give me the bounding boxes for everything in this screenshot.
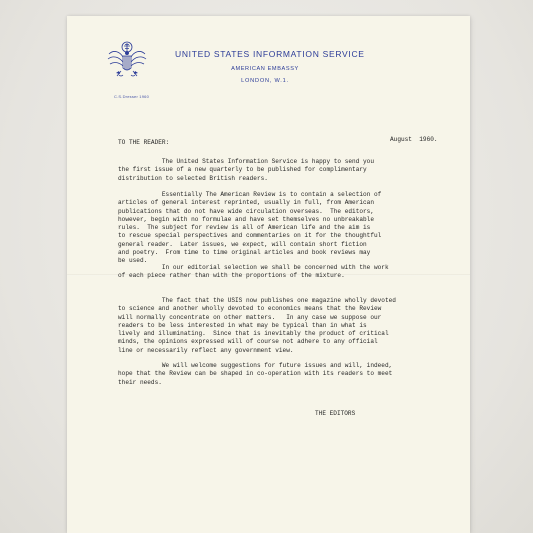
organization-name: UNITED STATES INFORMATION SERVICE <box>175 49 365 59</box>
greeting: TO THE READER: <box>118 139 170 146</box>
letter-date: August 1960. <box>390 136 438 143</box>
city-address: LONDON, W.1. <box>241 78 289 84</box>
paragraph-scope: The fact that the USIS now publishes one magazine wholly devoted to science and another wholly devoted to economics means that the Review will normally concentrate on other matters. In any case we suppose our readers to be less interested in what may be typical than in what is lively and illuminating. Since that is inevitably the product of critical minds, the opinions expressed will of course not adhere to any official line or necessarily reflect any government view. <box>118 297 396 354</box>
paragraph-selection: In our editorial selection we shall be concerned with the work of each piece rather than with the proportions of the mixture. <box>118 264 389 280</box>
paragraph-suggestions: We will welcome suggestions for future issues and will, indeed, hope that the Review can be shaped in co-operation with its readers to meet their needs. <box>118 362 393 386</box>
printer-mark: C.S.Dresser 1960 <box>114 94 149 99</box>
letter-sheet <box>67 16 470 533</box>
great-seal-eagle-icon <box>105 38 149 82</box>
signature: THE EDITORS <box>315 410 356 417</box>
paragraph-intro: The United States Information Service is happy to send you the first issue of a new quarterly to be published for complimentary distribution to selected British readers. <box>118 158 374 182</box>
paragraph-content: Essentially The American Review is to contain a selection of articles of general interest reprinted, usually in full, from American publications that do not have wide circulation overseas. The editors, however, begin with no formulae and have set themselves no unbreakable rules. The subject for review is all of American life and the aim is to rescue special perspectives and commentaries on it for the thoughtful general reader. Later issues, we expect, will contain short fiction and poetry. From time to time original articles and book reviews may be used. <box>118 191 382 265</box>
embassy-name: AMERICAN EMBASSY <box>231 66 299 72</box>
